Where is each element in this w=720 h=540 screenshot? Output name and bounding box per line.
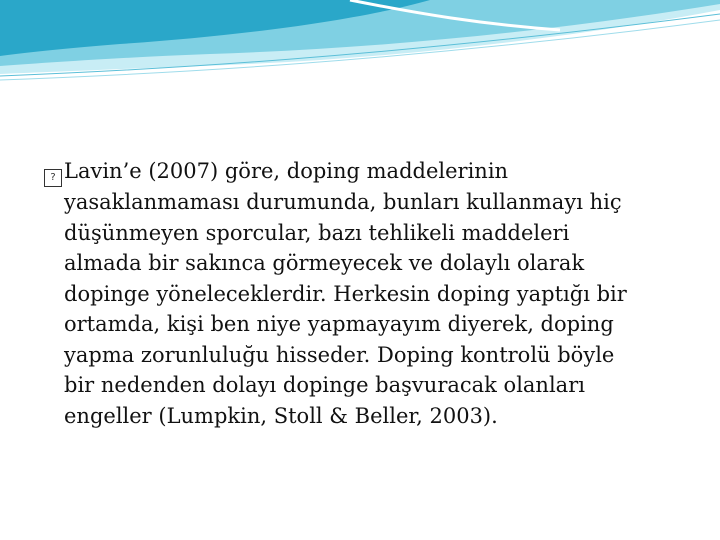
paragraph-line-6: ortamda, kişi ben niye yapmayayım diyerek, doping bbox=[64, 312, 614, 336]
paragraph-line-3: düşünmeyen sporcular, bazı tehlikeli maddeleri bbox=[64, 220, 570, 245]
paragraph-line-1: Lavin’e (2007) göre, doping maddelerinin bbox=[64, 159, 509, 183]
replacement-char-icon: ? bbox=[44, 169, 62, 187]
paragraph-line-4: almada bir sakınca görmeyecek ve dolaylı olarak bbox=[64, 251, 585, 275]
paragraph-line-2: yasaklanmaması durumunda, bunları kullanmayı hiç bbox=[64, 190, 622, 214]
paragraph-line-7: yapma zorunluluğu hisseder. Doping kontrolü böyle bbox=[64, 342, 615, 367]
paragraph-line-9: engeller (Lumpkin, Stoll & Beller, 2003). bbox=[64, 403, 498, 428]
bullet-paragraph bbox=[44, 156, 684, 431]
header-wave-decoration bbox=[0, 0, 720, 90]
paragraph-line-8: bir nedenden dolayı dopinge başvuracak olanları bbox=[64, 373, 585, 397]
paragraph-line-5: dopinge yöneleceklerdir. Herkesin doping yaptığı bir bbox=[64, 281, 627, 306]
slide-body bbox=[44, 156, 684, 431]
